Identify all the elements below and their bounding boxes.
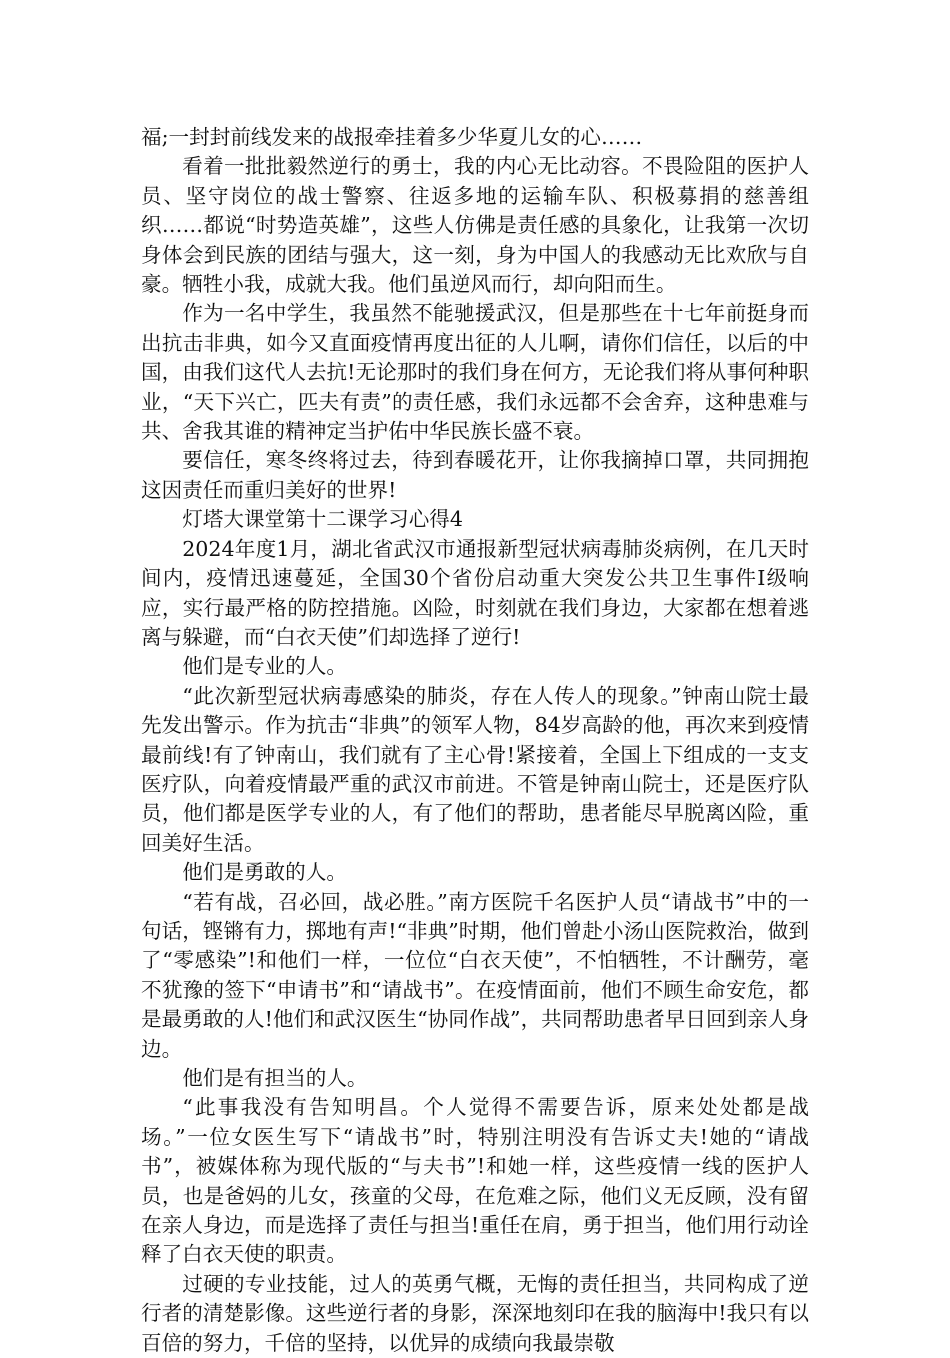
paragraph-12: “此事我没有告知明昌。个人觉得不需要告诉，原来处处都是战场。”一位女医生写下“请战书”时，特别注明没有告诉丈夫!她的“请战书”，被媒体称为现代版的“与夫书”!和她一样，这些疫情一线的医护人员，也是爸妈的儿女，孩童的父母，在危难之际，他们义无反顾，没有留在亲人身边，而是选择了责任与担当!重任在肩，勇于担当，他们用行动诠释了白衣天使的职责。 [141,1095,809,1267]
paragraph-13: 过硬的专业技能，过人的英勇气概，无悔的责任担当，共同构成了逆行者的清楚影像。这些逆行者的身影，深深地刻印在我的脑海中!我只有以百倍的努力，千倍的坚持，以优异的成绩向我最崇敬 [141,1271,809,1355]
paragraph-3: 作为一名中学生，我虽然不能驰援武汉，但是那些在十七年前挺身而出抗击非典，如今又直面疫情再度出征的人儿啊，请你们信任，以后的中国，由我们这代人去抗!无论那时的我们身在何方，无论我们将从事何种职业，“天下兴亡，匹夫有责”的责任感，我们永远都不会舍弃，这种患难与共、舍我其谁的精神定当护佑中华民族长盛不衰。 [141,301,809,444]
paragraph-10: “若有战，召必回，战必胜。”南方医院千名医护人员“请战书”中的一句话，铿锵有力，掷地有声!“非典”时期，他们曾赴小汤山医院救治，做到了“零感染”!和他们一样，一位位“白衣天使”，不怕牺牲，不计酬劳，毫不犹豫的签下“申请书”和“请战书”。在疫情面前，他们不顾生命安危，都是最勇敢的人!他们和武汉医生“协同作战”，共同帮助患者早日回到亲人身边。 [141,889,809,1061]
paragraph-7: 他们是专业的人。 [182,654,347,679]
paragraph-1: 福;一封封前线发来的战报牵挂着多少华夏儿女的心…… [141,125,643,149]
paragraph-9: 他们是勇敢的人。 [182,860,347,885]
paragraph-6: 2024年度1月，湖北省武汉市通报新型冠状病毒肺炎病例，在几天时间内，疫情迅速蔓延，全国30个省份启动重大突发公共卫生事件Ⅰ级响应，实行最严格的防控措施。凶险，时刻就在我们身边，大家都在想着逃离与躲避，而“白衣天使”们却选择了逆行! [141,536,809,649]
document-body [141,123,809,1358]
section-heading: 灯塔大课堂第十二课学习心得4 [182,507,464,532]
paragraph-11: 他们是有担当的人。 [182,1066,368,1090]
paragraph-2: 看着一批批毅然逆行的勇士，我的内心无比动容。不畏险阻的医护人员、坚守岗位的战士警察、往返多地的运输车队、积极募捐的慈善组织……都说“时势造英雄”，这些人仿佛是责任感的具象化，让我第一次切身体会到民族的团结与强大，这一刻，身为中国人的我感动无比欢欣与自豪。牺牲小我，成就大我。他们虽逆风而行，却向阳而生。 [141,154,809,297]
paragraph-8: “此次新型冠状病毒感染的肺炎，存在人传人的现象。”钟南山院士最先发出警示。作为抗击“非典”的领军人物，84岁高龄的他，再次来到疫情最前线!有了钟南山，我们就有了主心骨!紧接着，全国上下组成的一支支医疗队，向着疫情最严重的武汉市前进。不管是钟南山院士，还是医疗队员，他们都是医学专业的人，有了他们的帮助，患者能尽早脱离凶险，重回美好生活。 [141,683,809,855]
paragraph-4: 要信任，寒冬终将过去，待到春暖花开，让你我摘掉口罩，共同拥抱这因责任而重归美好的世界! [141,448,809,502]
